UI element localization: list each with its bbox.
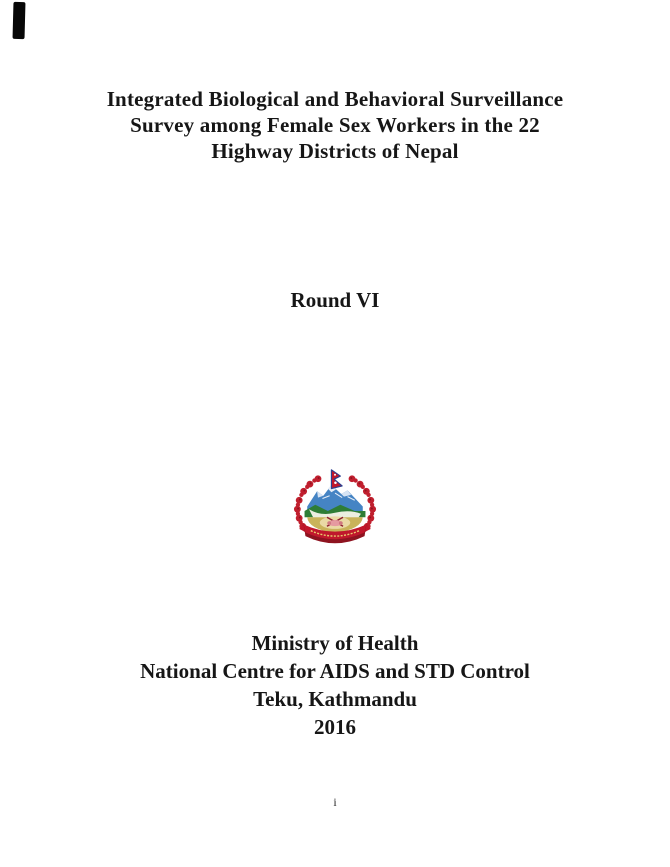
report-title: [0, 86, 670, 164]
publisher-line-centre: National Centre for AIDS and STD Control: [140, 659, 530, 683]
report-title-line-3: Highway Districts of Nepal: [211, 139, 459, 163]
report-title-line-2: Survey among Female Sex Workers in the 22: [130, 113, 540, 137]
scan-artifact-mark: [13, 2, 26, 39]
nepal-emblem-icon: [289, 468, 381, 554]
round-label: Round VI: [290, 288, 380, 312]
publisher-line-ministry: Ministry of Health: [251, 631, 419, 655]
publisher-block: [0, 629, 670, 741]
nepal-flag-icon: [331, 470, 342, 489]
nepal-government-emblem-logo: [289, 468, 381, 554]
report-title-line-1: Integrated Biological and Behavioral Surveillance: [106, 87, 564, 111]
page-number: i: [333, 795, 337, 809]
publication-year: 2016: [314, 715, 356, 739]
publisher-line-location: Teku, Kathmandu: [253, 687, 417, 711]
